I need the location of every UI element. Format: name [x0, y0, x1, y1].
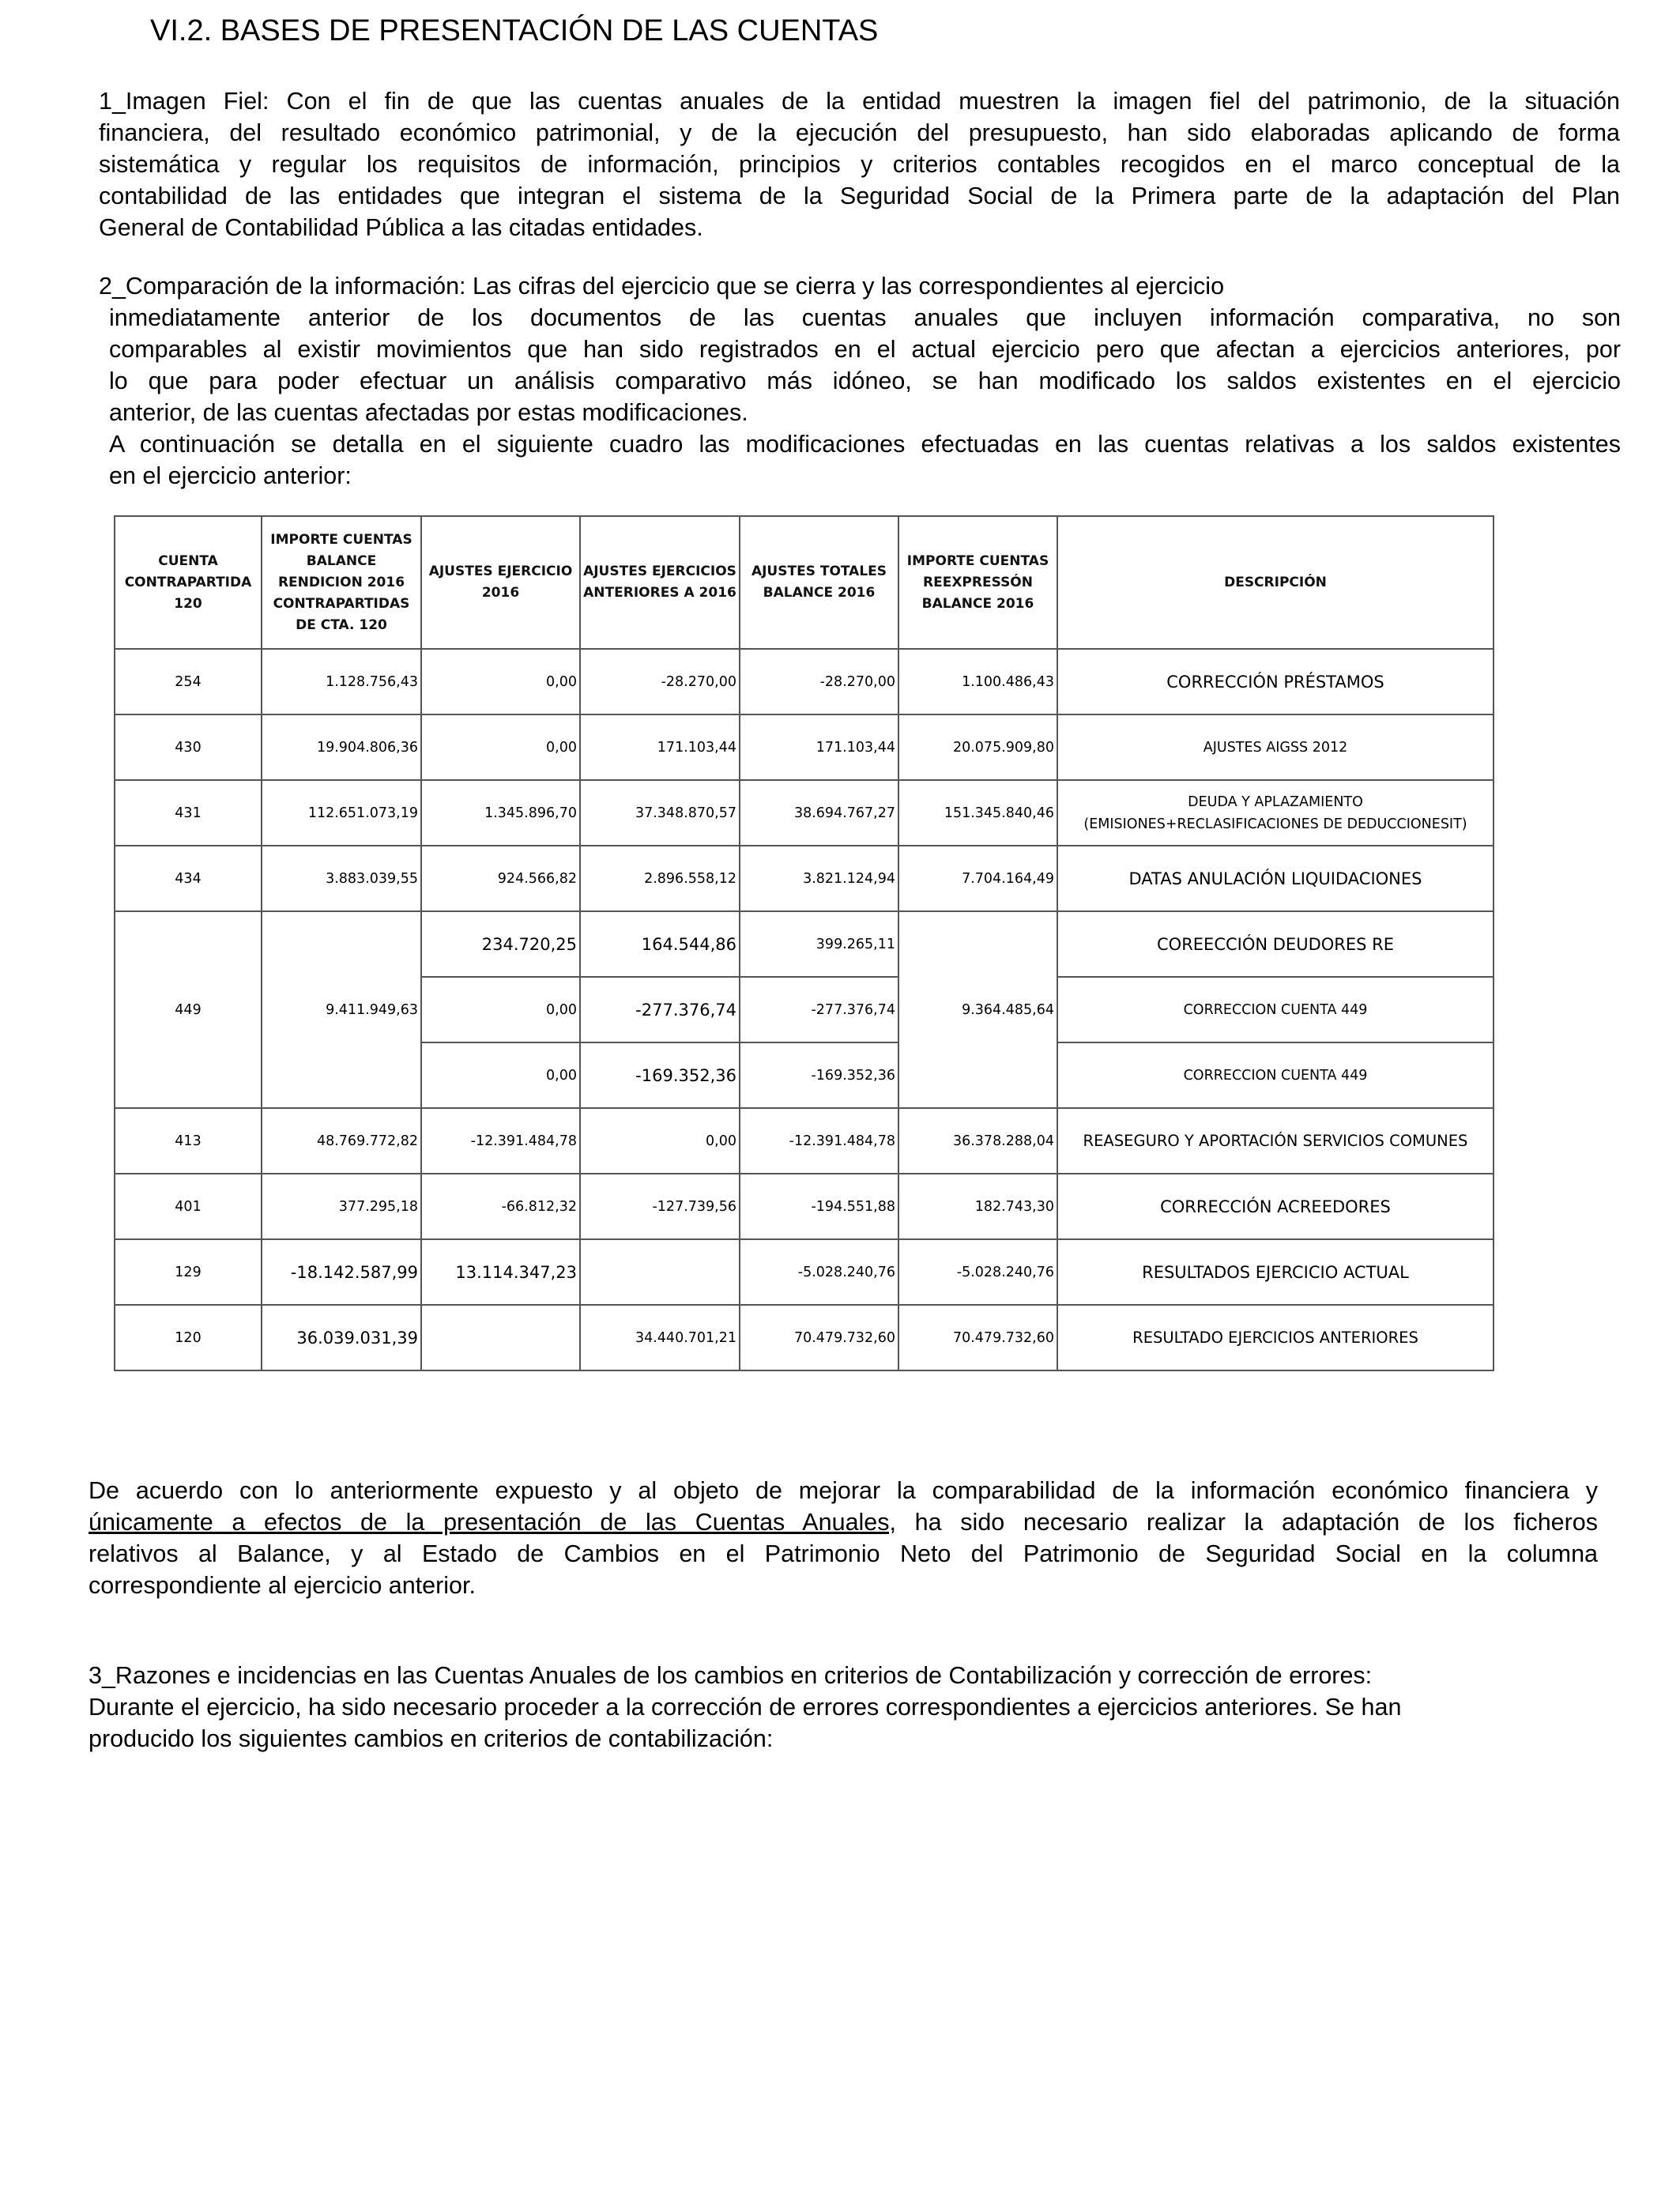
cell-descripcion: RESULTADOS EJERCICIO ACTUAL: [1057, 1239, 1494, 1305]
text-line: 1_Imagen Fiel: Con el fin de que las cuentas anuales de la entidad muestren la imagen fiel del patrimonio, de la situación: [99, 88, 1620, 115]
column-header: IMPORTE CUENTAS BALANCE RENDICION 2016 CONTRAPARTIDAS DE CTA. 120: [262, 516, 421, 649]
text-line: [89, 1506, 1598, 1538]
cell-cuenta: 431: [115, 780, 262, 846]
cell-ajuste-anteriores: 2.896.558,12: [580, 846, 740, 911]
cell-ajuste-total: 38.694.767,27: [740, 780, 898, 846]
text-line: 3_Razones e incidencias en las Cuentas Anuales de los cambios en criterios de Contabilización y corrección de errores:: [89, 1662, 1373, 1689]
cell-ajuste-2016: 13.114.347,23: [421, 1239, 580, 1305]
cell-reexpresion: 9.364.485,64: [898, 911, 1057, 1108]
cell-importe: 48.769.772,82: [262, 1108, 421, 1174]
cell-reexpresion: 7.704.164,49: [898, 846, 1057, 911]
cell-importe: 112.651.073,19: [262, 780, 421, 846]
text-line: 2_Comparación de la información: Las cifras del ejercicio que se cierra y las correspondientes al ejercicio: [99, 273, 1225, 300]
cell-descripcion: [1057, 780, 1494, 846]
text-line: De acuerdo con lo anteriormente expuesto y al objeto de mejorar la comparabilidad de la información económico financiera y: [89, 1477, 1598, 1504]
cell-descripcion: RESULTADO EJERCICIOS ANTERIORES: [1057, 1305, 1494, 1370]
cell-ajuste-total: -5.028.240,76: [740, 1239, 898, 1305]
paragraph-razones: [89, 1660, 1598, 1755]
adjustments-table: [114, 515, 1494, 1371]
cell-ajuste-2016: 0,00: [421, 977, 580, 1042]
text-line: correspondiente al ejercicio anterior.: [89, 1572, 476, 1599]
table-row: [115, 780, 1494, 846]
cell-ajuste-total: -169.352,36: [740, 1042, 898, 1108]
cell-reexpresion: -5.028.240,76: [898, 1239, 1057, 1305]
cell-ajuste-anteriores: 164.544,86: [580, 911, 740, 977]
text-line: lo que para poder efectuar un análisis comparativo más idóneo, se han modificado los saldos existentes en el ejercicio: [109, 368, 1621, 394]
cell-cuenta: 129: [115, 1239, 262, 1305]
column-header: IMPORTE CUENTAS REEXPRESSÓN BALANCE 2016: [898, 516, 1057, 649]
cell-reexpresion: 1.100.486,43: [898, 649, 1057, 714]
cell-ajuste-anteriores: 34.440.701,21: [580, 1305, 740, 1370]
text-line: Durante el ejercicio, ha sido necesario proceder a la corrección de errores correspondientes a ejercicios anteriores. Se han: [89, 1694, 1402, 1721]
text-fragment: ha sido necesario realizar la adaptación de los ficheros: [896, 1509, 1598, 1536]
underlined-text: únicamente a efectos de la presentación de las Cuentas Anuales,: [89, 1509, 896, 1536]
text-line: producido los siguientes cambios en criterios de contabilización:: [89, 1725, 774, 1752]
cell-reexpresion: 20.075.909,80: [898, 714, 1057, 780]
cell-importe: 377.295,18: [262, 1174, 421, 1239]
column-header: AJUSTES TOTALES BALANCE 2016: [740, 516, 898, 649]
cell-importe: 19.904.806,36: [262, 714, 421, 780]
cell-cuenta: 401: [115, 1174, 262, 1239]
cell-reexpresion: 36.378.288,04: [898, 1108, 1057, 1174]
descripcion-line: (EMISIONES+RECLASIFICACIONES DE DEDUCCIONESIT): [1083, 816, 1467, 832]
table-row: [115, 1108, 1494, 1174]
cell-importe: -18.142.587,99: [262, 1239, 421, 1305]
cell-ajuste-total: 3.821.124,94: [740, 846, 898, 911]
cell-reexpresion: 182.743,30: [898, 1174, 1057, 1239]
column-header: DESCRIPCIÓN: [1057, 516, 1494, 649]
cell-ajuste-2016: 1.345.896,70: [421, 780, 580, 846]
cell-descripcion: CORRECCION CUENTA 449: [1057, 1042, 1494, 1108]
cell-descripcion: CORRECCIÓN PRÉSTAMOS: [1057, 649, 1494, 714]
text-line: contabilidad de las entidades que integran el sistema de la Seguridad Social de la Primera parte de la adaptación del Plan: [99, 183, 1620, 209]
table-row: [115, 911, 1494, 977]
table-header-row: [115, 516, 1494, 649]
paragraph-comparacion-heading: [99, 270, 1620, 302]
paragraph-comparacion: [109, 302, 1621, 492]
cell-ajuste-2016: 0,00: [421, 714, 580, 780]
table-row: [115, 1239, 1494, 1305]
cell-ajuste-2016: 234.720,25: [421, 911, 580, 977]
cell-descripcion: AJUSTES AIGSS 2012: [1057, 714, 1494, 780]
column-header: AJUSTES EJERCICIOS ANTERIORES A 2016: [580, 516, 740, 649]
cell-ajuste-total: -277.376,74: [740, 977, 898, 1042]
text-line: financiera, del resultado económico patrimonial, y de la ejecución del presupuesto, han sido elaboradas aplicando de forma: [99, 119, 1620, 146]
cell-descripcion: DATAS ANULACIÓN LIQUIDACIONES: [1057, 846, 1494, 911]
cell-ajuste-anteriores: 37.348.870,57: [580, 780, 740, 846]
cell-reexpresion: 70.479.732,60: [898, 1305, 1057, 1370]
cell-descripcion: CORRECCION CUENTA 449: [1057, 977, 1494, 1042]
cell-importe: 1.128.756,43: [262, 649, 421, 714]
table-row: [115, 1305, 1494, 1370]
text-line: en el ejercicio anterior:: [109, 462, 352, 489]
text-line: relativos al Balance, y al Estado de Cambios en el Patrimonio Neto del Patrimonio de Seguridad Social en la columna: [89, 1540, 1598, 1567]
cell-cuenta: 449: [115, 911, 262, 1108]
cell-ajuste-2016: 0,00: [421, 1042, 580, 1108]
cell-reexpresion: 151.345.840,46: [898, 780, 1057, 846]
cell-importe: 3.883.039,55: [262, 846, 421, 911]
section-title: VI.2. BASES DE PRESENTACIÓN DE LAS CUENTAS: [150, 14, 879, 47]
column-header: AJUSTES EJERCICIO 2016: [421, 516, 580, 649]
cell-ajuste-2016: -12.391.484,78: [421, 1108, 580, 1174]
cell-ajuste-total: -12.391.484,78: [740, 1108, 898, 1174]
cell-ajuste-2016: 0,00: [421, 649, 580, 714]
cell-ajuste-2016: [421, 1305, 580, 1370]
cell-importe: 36.039.031,39: [262, 1305, 421, 1370]
descripcion-line: DEUDA Y APLAZAMIENTO: [1188, 794, 1363, 810]
text-line: comparables al existir movimientos que han sido registrados en el actual ejercicio pero que afectan a ejercicios anteriores, por: [109, 336, 1621, 363]
cell-cuenta: 254: [115, 649, 262, 714]
cell-ajuste-anteriores: -169.352,36: [580, 1042, 740, 1108]
cell-ajuste-anteriores: -127.739,56: [580, 1174, 740, 1239]
cell-descripcion: CORRECCIÓN ACREEDORES: [1057, 1174, 1494, 1239]
text-line: anterior, de las cuentas afectadas por estas modificaciones.: [109, 399, 748, 426]
table-row: [115, 649, 1494, 714]
cell-ajuste-anteriores: 171.103,44: [580, 714, 740, 780]
cell-cuenta: 430: [115, 714, 262, 780]
cell-cuenta: 413: [115, 1108, 262, 1174]
table-row: [115, 1174, 1494, 1239]
cell-ajuste-total: -194.551,88: [740, 1174, 898, 1239]
column-header: CUENTA CONTRAPARTIDA 120: [115, 516, 262, 649]
text-line: inmediatamente anterior de los documentos de las cuentas anuales que incluyen información comparativa, no son: [109, 304, 1621, 331]
table-row: [115, 714, 1494, 780]
cell-ajuste-total: 399.265,11: [740, 911, 898, 977]
cell-ajuste-anteriores: 0,00: [580, 1108, 740, 1174]
text-line: sistemática y regular los requisitos de información, principios y criterios contables recogidos en el marco conceptual de la: [99, 151, 1620, 178]
cell-ajuste-anteriores: -28.270,00: [580, 649, 740, 714]
cell-descripcion: COREECCIÓN DEUDORES RE: [1057, 911, 1494, 977]
cell-ajuste-2016: 924.566,82: [421, 846, 580, 911]
cell-cuenta: 434: [115, 846, 262, 911]
cell-ajuste-total: -28.270,00: [740, 649, 898, 714]
cell-importe: 9.411.949,63: [262, 911, 421, 1108]
cell-ajuste-total: 70.479.732,60: [740, 1305, 898, 1370]
paragraph-imagen-fiel: [99, 85, 1620, 243]
text-line: General de Contabilidad Pública a las citadas entidades.: [99, 214, 703, 241]
cell-ajuste-2016: -66.812,32: [421, 1174, 580, 1239]
cell-descripcion: REASEGURO Y APORTACIÓN SERVICIOS COMUNES: [1057, 1108, 1494, 1174]
cell-ajuste-anteriores: -277.376,74: [580, 977, 740, 1042]
cell-ajuste-anteriores: [580, 1239, 740, 1305]
table-row: [115, 846, 1494, 911]
cell-ajuste-total: 171.103,44: [740, 714, 898, 780]
cell-cuenta: 120: [115, 1305, 262, 1370]
paragraph-adaptacion: [89, 1475, 1598, 1601]
text-line: A continuación se detalla en el siguiente cuadro las modificaciones efectuadas en las cuentas relativas a los saldos existentes: [109, 431, 1621, 458]
